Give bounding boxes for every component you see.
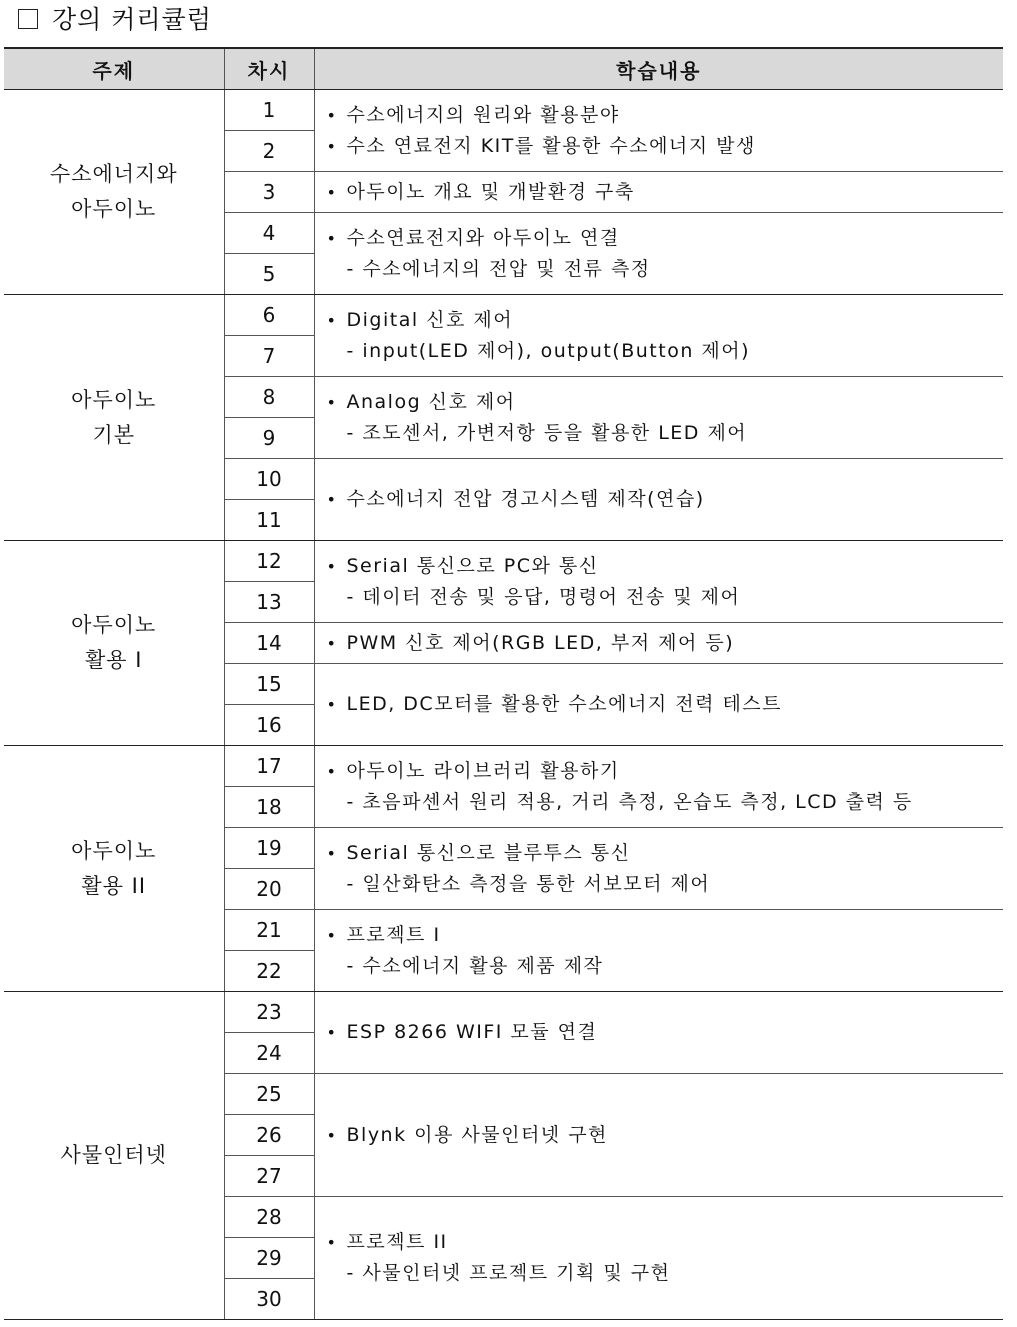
table-row: [4, 295, 1003, 336]
bullet-icon: •: [326, 1233, 338, 1252]
content-text: 수소 연료전지 KIT를 활용한 수소에너지 발생: [346, 134, 756, 157]
session-number: 7: [224, 336, 314, 377]
topic-cell: 사물인터넷: [4, 992, 224, 1320]
session-number: 17: [224, 746, 314, 787]
content-cell: [314, 828, 1003, 910]
bullet-line: [327, 1227, 1004, 1258]
bullet-line: [327, 1017, 1004, 1048]
content-text: LED, DC모터를 활용한 수소에너지 전력 테스트: [346, 693, 783, 715]
content-text: Serial 통신으로 PC와 통신: [346, 554, 599, 577]
sub-line: - 일산화탄소 측정을 통한 서보모터 제어: [346, 872, 711, 895]
page-title: 강의 커리큘럼: [14, 4, 212, 36]
bullet-line: [327, 628, 1004, 659]
session-number: 15: [224, 664, 314, 705]
session-number: 9: [224, 418, 314, 459]
bullet-line: [327, 100, 1004, 131]
session-number: 29: [224, 1238, 314, 1279]
bullet-icon: •: [326, 105, 338, 125]
bullet-icon: •: [326, 556, 338, 576]
sub-line: - 수소에너지 활용 제품 제작: [346, 954, 604, 977]
session-number: 24: [224, 1033, 314, 1074]
bullet-line: [327, 551, 1004, 582]
session-number: 2: [224, 131, 314, 172]
sub-line: - 사물인터넷 프로젝트 기획 및 구현: [346, 1262, 671, 1284]
session-number: 30: [224, 1279, 314, 1320]
content-text: Analog 신호 제어: [346, 390, 516, 413]
table-body: [4, 90, 1003, 1320]
content-text: 수소에너지 전압 경고시스템 제작(연습): [346, 488, 705, 510]
content-cell: [314, 1197, 1003, 1320]
table-row: [4, 992, 1003, 1033]
bullet-icon: •: [326, 695, 338, 714]
bullet-line: [327, 131, 1004, 162]
session-number: 26: [224, 1115, 314, 1156]
header-topic: 주제: [4, 48, 224, 90]
session-number: 3: [224, 172, 314, 213]
topic-cell: 아두이노 활용 I: [4, 541, 224, 746]
session-number: 25: [224, 1074, 314, 1115]
sub-line: - 초음파센서 원리 적용, 거리 측정, 온습도 측정, LCD 출력 등: [346, 790, 913, 813]
content-text: 수소에너지의 원리와 활용분야: [346, 103, 620, 126]
bullet-line: [327, 305, 1004, 336]
bullet-icon: •: [326, 633, 338, 653]
bullet-icon: •: [326, 310, 338, 330]
content-cell: [314, 541, 1003, 623]
content-text: 아두이노 라이브러리 활용하기: [346, 759, 620, 782]
bullet-line: [327, 756, 1004, 787]
bullet-line: [327, 223, 1004, 254]
session-number: 20: [224, 869, 314, 910]
session-number: 6: [224, 295, 314, 336]
content-cell: [314, 90, 1003, 172]
content-text: ESP 8266 WIFI 모듈 연결: [346, 1021, 598, 1043]
content-cell: [314, 664, 1003, 746]
content-text: 수소연료전지와 아두이노 연결: [346, 226, 620, 249]
content-cell: [314, 1074, 1003, 1197]
session-number: 22: [224, 951, 314, 992]
session-number: 21: [224, 910, 314, 951]
checkbox-square-icon: [18, 9, 38, 29]
content-cell: [314, 746, 1003, 828]
bullet-icon: •: [326, 136, 338, 156]
content-text: PWM 신호 제어(RGB LED, 부저 제어 등): [346, 631, 735, 654]
bullet-icon: •: [326, 392, 338, 412]
session-number: 4: [224, 213, 314, 254]
session-number: 5: [224, 254, 314, 295]
content-text: 아두이노 개요 및 개발환경 구축: [346, 180, 635, 203]
topic-cell: 수소에너지와 아두이노: [4, 90, 224, 295]
sub-line: - 수소에너지의 전압 및 전류 측정: [346, 257, 651, 280]
sub-line: - 데이터 전송 및 응답, 명령어 전송 및 제어: [346, 585, 741, 608]
bullet-icon: •: [326, 925, 338, 945]
bullet-line: [327, 689, 1004, 720]
content-cell: [314, 295, 1003, 377]
session-number: 19: [224, 828, 314, 869]
session-number: 11: [224, 500, 314, 541]
session-number: 14: [224, 623, 314, 664]
bullet-icon: •: [326, 182, 338, 202]
session-number: 23: [224, 992, 314, 1033]
bullet-icon: •: [326, 490, 338, 509]
table-row: [4, 746, 1003, 787]
bullet-icon: •: [326, 1125, 338, 1145]
header-session: 차시: [224, 48, 314, 90]
bullet-line: [327, 177, 1004, 208]
table-row: [4, 90, 1003, 131]
sub-line: - 조도센서, 가변저항 등을 활용한 LED 제어: [346, 421, 748, 444]
bullet-line: [327, 1120, 1004, 1151]
header-row: [4, 48, 1003, 90]
bullet-icon: •: [326, 761, 338, 781]
session-number: 18: [224, 787, 314, 828]
table-row: [4, 541, 1003, 582]
bullet-line: [327, 484, 1004, 515]
bullet-line: [327, 920, 1004, 951]
bullet-icon: •: [326, 1023, 338, 1042]
bullet-line: [327, 387, 1004, 418]
session-number: 12: [224, 541, 314, 582]
content-text: 프로젝트 II: [346, 1231, 448, 1253]
bullet-line: [327, 838, 1004, 869]
session-number: 1: [224, 90, 314, 131]
bullet-icon: •: [326, 228, 338, 248]
content-cell: [314, 910, 1003, 992]
content-cell: [314, 172, 1003, 213]
content-cell: [314, 377, 1003, 459]
content-text: Digital 신호 제어: [346, 308, 514, 331]
content-cell: [314, 459, 1003, 541]
curriculum-table: [4, 47, 1003, 1320]
content-cell: [314, 623, 1003, 664]
session-number: 10: [224, 459, 314, 500]
content-text: Blynk 이용 사물인터넷 구현: [346, 1123, 608, 1146]
topic-cell: 아두이노 활용 II: [4, 746, 224, 992]
sub-line: - input(LED 제어), output(Button 제어): [346, 339, 751, 362]
session-number: 13: [224, 582, 314, 623]
session-number: 28: [224, 1197, 314, 1238]
topic-cell: 아두이노 기본: [4, 295, 224, 541]
content-text: Serial 통신으로 블루투스 통신: [346, 841, 631, 864]
session-number: 8: [224, 377, 314, 418]
content-cell: [314, 992, 1003, 1074]
header-content: 학습내용: [314, 48, 1003, 90]
session-number: 27: [224, 1156, 314, 1197]
content-cell: [314, 213, 1003, 295]
bullet-icon: •: [326, 843, 338, 863]
session-number: 16: [224, 705, 314, 746]
content-text: 프로젝트 I: [346, 923, 441, 946]
